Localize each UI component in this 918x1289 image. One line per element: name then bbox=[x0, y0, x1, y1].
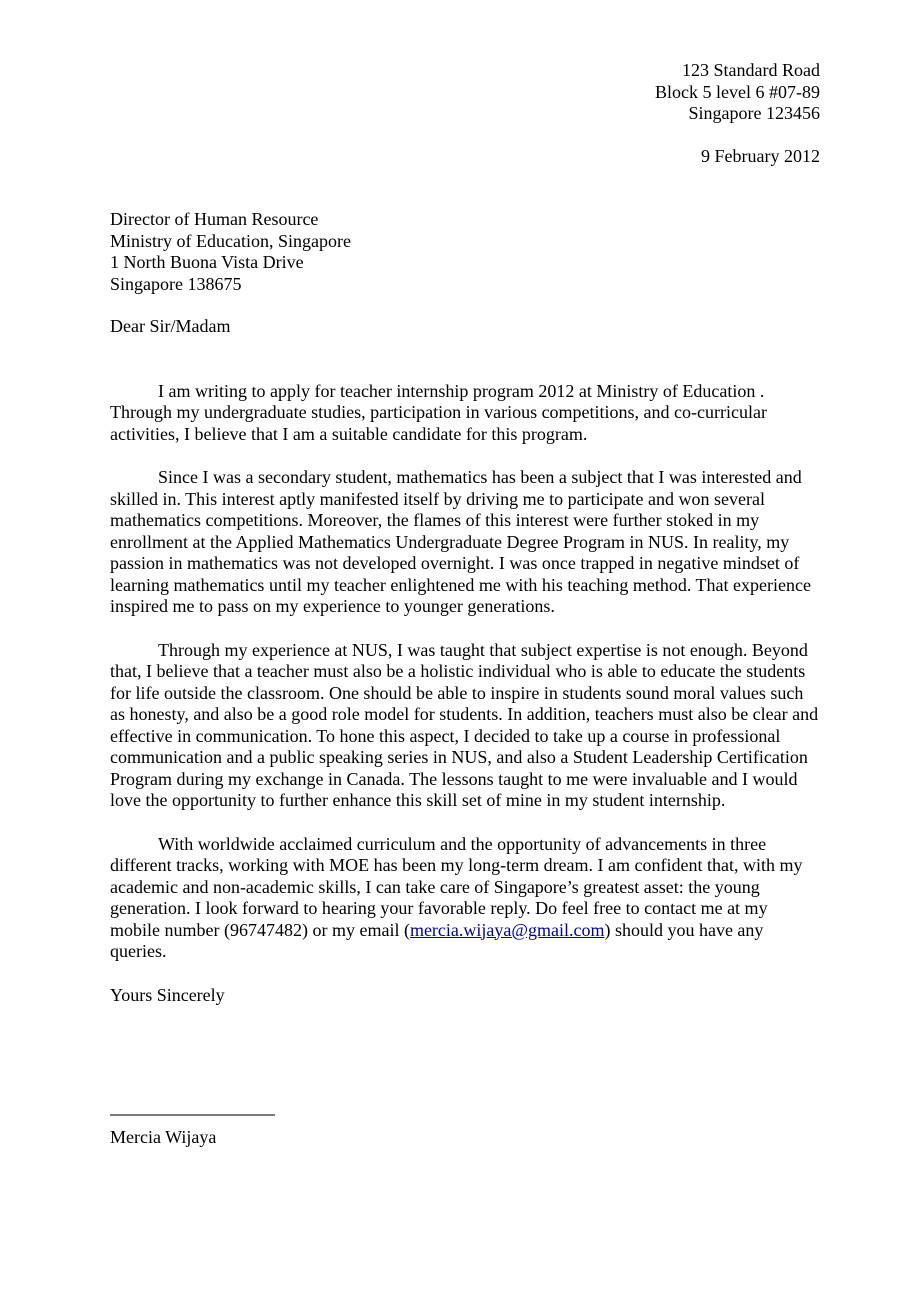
paragraph-3: Through my experience at NUS, I was taught that subject expertise is not enough. Beyond that, I believe that a teacher must also be a holistic individual who is able to educate the students for life outside the classroom. One should be able to inspire in students sound moral values such as honesty, and also be a good role model for students. In addition, teachers must also be clear and effective in communication. To hone this aspect, I decided to take up a course in professional communication and a public speaking series in NUS, and also a Student Leadership Certification Program during my exchange in Canada. The lessons taught to me were invaluable and I would love the opportunity to further enhance this skill set of mine in my student internship. bbox=[110, 639, 819, 810]
recipient-address-line-1: Director of Human Resource bbox=[110, 209, 319, 229]
paragraph-4-text-after-link: ) should you have any queries. bbox=[110, 919, 764, 961]
sender-address-line-2: Block 5 level 6 #07-89 bbox=[655, 81, 820, 102]
recipient-address bbox=[110, 209, 820, 295]
paragraph-1: I am writing to apply for teacher internship program 2012 at Ministry of Education . Through my undergraduate studies, participation in various competitions, and co-curricular activities, I believe that I am a suitable candidate for this program. bbox=[110, 380, 767, 444]
signature-line bbox=[110, 1114, 275, 1116]
sender-address-line-1: 123 Standard Road bbox=[682, 60, 820, 80]
recipient-address-line-4: Singapore 138675 bbox=[110, 273, 242, 294]
closing: Yours Sincerely bbox=[110, 984, 225, 1005]
sender-address bbox=[110, 60, 820, 125]
signature-name: Mercia Wijaya bbox=[110, 1127, 217, 1147]
sender-address-line-3: Singapore 123456 bbox=[688, 103, 820, 123]
paragraph-4 bbox=[110, 834, 820, 963]
recipient-address-line-2: Ministry of Education, Singapore bbox=[110, 230, 351, 251]
letter-date: 9 February 2012 bbox=[701, 145, 820, 166]
recipient-address-line-3: 1 North Buona Vista Drive bbox=[110, 252, 304, 272]
paragraph-2: Since I was a secondary student, mathematics has been a subject that I was interested and skilled in. This interest aptly manifested itself by driving me to participate and won several mathematics competitions. Moreover, the flames of this interest were further stoked in my enrollment at the Applied Mathematics Undergraduate Degree Program in NUS. In reality, my passion in mathematics was not developed overnight. I was once trapped in negative mindset of learning mathematics until my teacher enlightened me with his teaching method. That experience inspired me to pass on my experience to younger generations. bbox=[110, 467, 811, 616]
salutation: Dear Sir/Madam bbox=[110, 316, 231, 336]
email-link[interactable]: mercia.wijaya@gmail.com bbox=[409, 919, 605, 940]
paragraph-4-text-before-link: With worldwide acclaimed curriculum and the opportunity of advancements in three different tracks, working with MOE has been my long-term dream. I am confident that, with my academic and non-academic skills, I can take care of Singapore’s greatest asset: the young generation. I look forward to hearing your favorable reply. Do feel free to contact me at my mobile number (96747482) or my email ( bbox=[110, 833, 803, 940]
